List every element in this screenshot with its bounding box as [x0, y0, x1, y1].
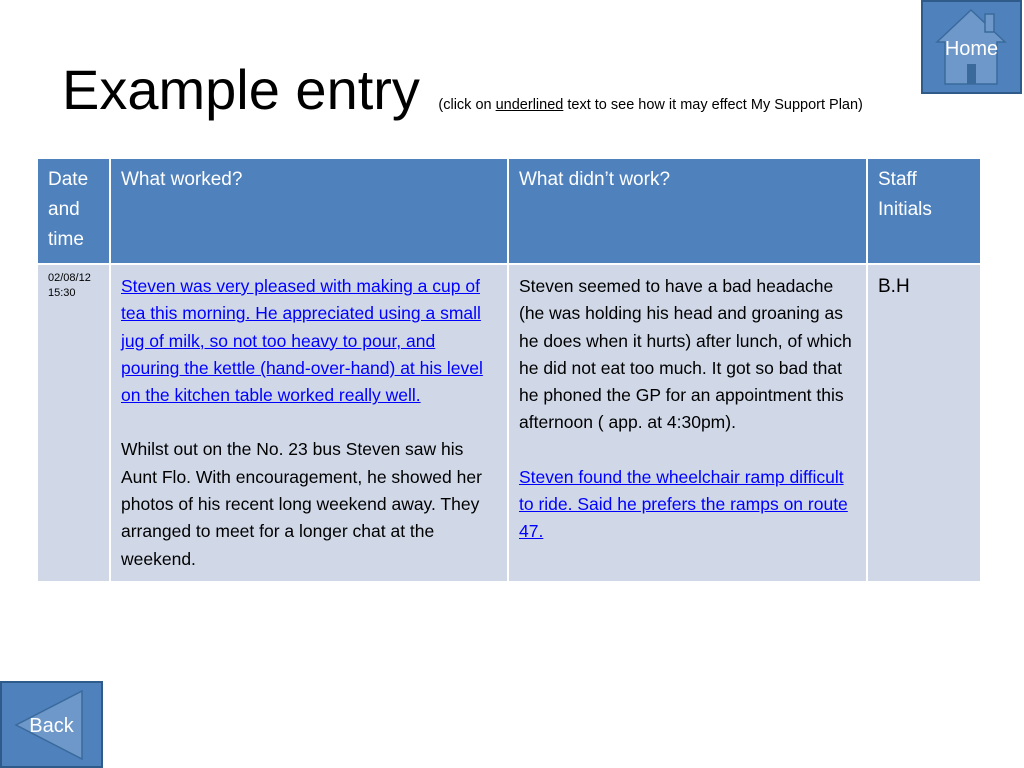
- header-staff-initials: Staff Initials: [867, 158, 981, 264]
- title-note-prefix: (click on: [438, 97, 496, 113]
- what-didnt-work-cell: [508, 264, 867, 582]
- entry-date: 02/08/12: [48, 272, 91, 284]
- title-note-suffix: text to see how it may effect My Support Plan): [563, 97, 863, 113]
- back-button[interactable]: [0, 681, 103, 768]
- page-title: Example entry: [62, 58, 420, 121]
- title-note-underlined: underlined: [495, 97, 564, 113]
- page-title-area: [62, 58, 863, 121]
- paragraph-gap: [121, 409, 497, 436]
- header-what-worked: What worked?: [110, 158, 508, 264]
- header-date: Date and time: [37, 158, 110, 264]
- wheelchair-ramp-link[interactable]: Steven found the wheelchair ramp difficult to ride. Said he prefers the ramps on route 47.: [519, 466, 848, 542]
- what-worked-cell: [110, 264, 508, 582]
- staff-initials-cell: B.H: [867, 264, 981, 582]
- entry-time: 15:30: [48, 287, 76, 299]
- home-label: Home: [944, 38, 999, 60]
- tea-making-link[interactable]: Steven was very pleased with making a cup of tea this morning. He appreciated using a small jug of milk, so not too heavy to pour, and pouring the kettle (hand-over-hand) at his level on the kitchen table worked really well.: [121, 276, 483, 406]
- bus-trip-text: Whilst out on the No. 23 bus Steven saw his Aunt Flo. With encouragement, he showed her photos of his recent long weekend away. They arranged to meet for a longer chat at the weekend.: [121, 439, 482, 569]
- home-button[interactable]: [921, 0, 1022, 94]
- table-header-row: [37, 158, 981, 264]
- table-row: [37, 264, 981, 582]
- headache-text: Steven seemed to have a bad headache (he was holding his head and groaning as he does when it hurts) after lunch, of which he did not eat too much. It got so bad that he phoned the GP for an appointment this afternoon ( app. at 4:30pm).: [519, 276, 852, 433]
- back-label: Back: [29, 715, 74, 737]
- date-cell: [37, 264, 110, 582]
- support-log-table: [36, 157, 982, 583]
- title-note: [438, 97, 863, 113]
- header-what-didnt-work: What didn’t work?: [508, 158, 867, 264]
- paragraph-gap: [519, 437, 856, 464]
